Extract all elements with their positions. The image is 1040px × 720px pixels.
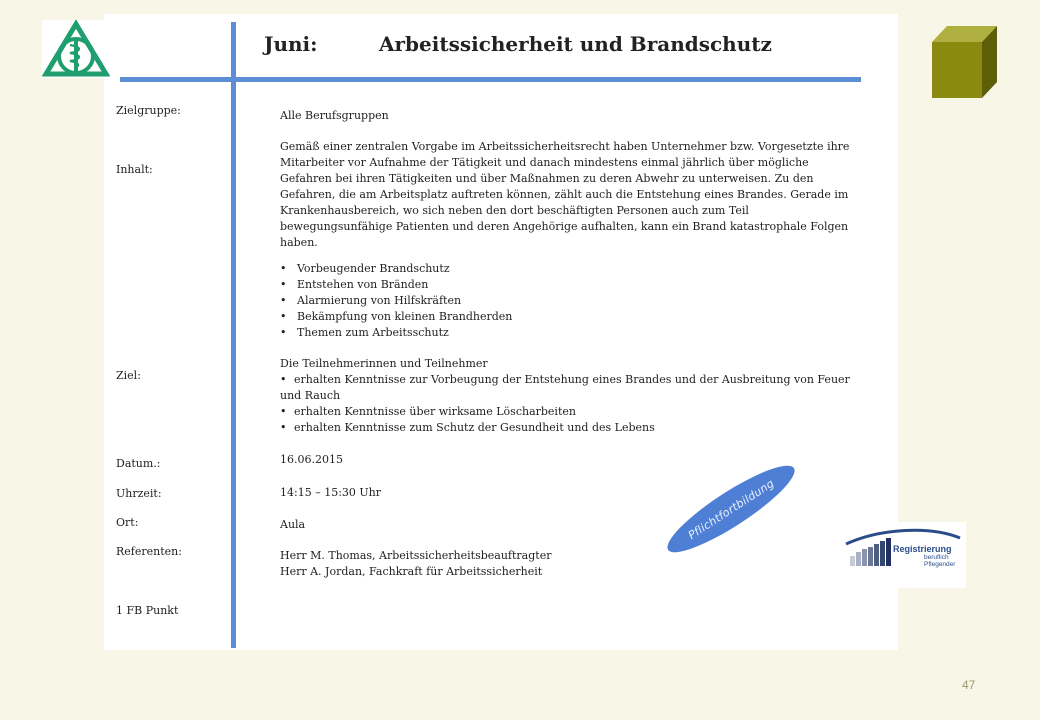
page-title bbox=[264, 32, 772, 56]
cube-decoration bbox=[930, 24, 1000, 106]
title-text: Arbeitssicherheit und Brandschutz bbox=[379, 32, 772, 56]
value-ziel-intro: Die Teilnehmerinnen und Teilnehmer bbox=[280, 357, 488, 370]
value-inhalt-text: Gemäß einer zentralen Vorgabe im Arbeitssicherheitsrecht haben Unternehmer bzw. Vorgesetzte ihre Mitarbeiter vor Aufnahme der Tätigkeit und danach mindestens einmal jährlich über mögliche Gefahren bei ihren Tätigkeiten und über Maßnahmen zu deren Abwehr zu unterweisen. Zu den Gefahren, die am Arbeitsplatz auftreten können, zählt auch die Entstehung eines Brandes. Gerade im Krankenhausbereich, wo sich neben den dort beschäftigten Personen auch zum Teil bewegungsunfähige Patienten und deren Angehörige aufhalten, kann ein Brand katastrophale Folgen haben. bbox=[280, 140, 850, 249]
list-item: • Themen zum Arbeitsschutz bbox=[280, 325, 512, 341]
label-referenten: Referenten: bbox=[116, 545, 182, 558]
registrierung-subtitle: beruflich Pflegender bbox=[924, 554, 956, 568]
value-referent-1: Herr M. Thomas, Arbeitssicherheitsbeauftragter bbox=[280, 549, 552, 562]
list-item: • erhalten Kenntnisse zum Schutz der Gesundheit und des Lebens bbox=[280, 420, 855, 436]
title-month: Juni: bbox=[264, 32, 318, 56]
value-referent-2: Herr A. Jordan, Fachkraft für Arbeitssicherheit bbox=[280, 565, 543, 578]
value-ort: Aula bbox=[280, 518, 306, 531]
label-zielgruppe: Zielgruppe: bbox=[116, 104, 181, 117]
value-uhrzeit: 14:15 – 15:30 Uhr bbox=[280, 486, 382, 499]
value-zielgruppe: Alle Berufsgruppen bbox=[280, 109, 389, 122]
badge-label: Pflichtfortbildung bbox=[685, 476, 777, 542]
label-inhalt: Inhalt: bbox=[116, 163, 153, 176]
list-item: • Alarmierung von Hilfskräften bbox=[280, 293, 512, 309]
hospital-logo bbox=[42, 20, 110, 78]
ziel-bullet-list bbox=[280, 372, 855, 436]
vertical-divider bbox=[231, 22, 236, 648]
inhalt-bullet-list bbox=[280, 261, 512, 341]
list-item: • Bekämpfung von kleinen Brandherden bbox=[280, 309, 512, 325]
registrierung-title: Registrierung bbox=[893, 544, 952, 554]
list-item: • erhalten Kenntnisse über wirksame Löscharbeiten bbox=[280, 404, 855, 420]
list-item: • erhalten Kenntnisse zur Vorbeugung der Entstehung eines Brandes und der Ausbreitung von Feuer und Rauch bbox=[280, 372, 855, 404]
registrierung-logo bbox=[836, 522, 966, 588]
list-item: • Entstehen von Bränden bbox=[280, 277, 512, 293]
value-datum: 16.06.2015 bbox=[280, 453, 343, 466]
page-number: 47 bbox=[962, 678, 976, 692]
label-ort: Ort: bbox=[116, 516, 139, 529]
label-ziel: Ziel: bbox=[116, 369, 141, 382]
list-item: • Vorbeugender Brandschutz bbox=[280, 261, 512, 277]
label-uhrzeit: Uhrzeit: bbox=[116, 487, 162, 500]
header-underline bbox=[120, 77, 861, 82]
label-datum: Datum.: bbox=[116, 457, 161, 470]
label-fb-punkt: 1 FB Punkt bbox=[116, 604, 179, 617]
